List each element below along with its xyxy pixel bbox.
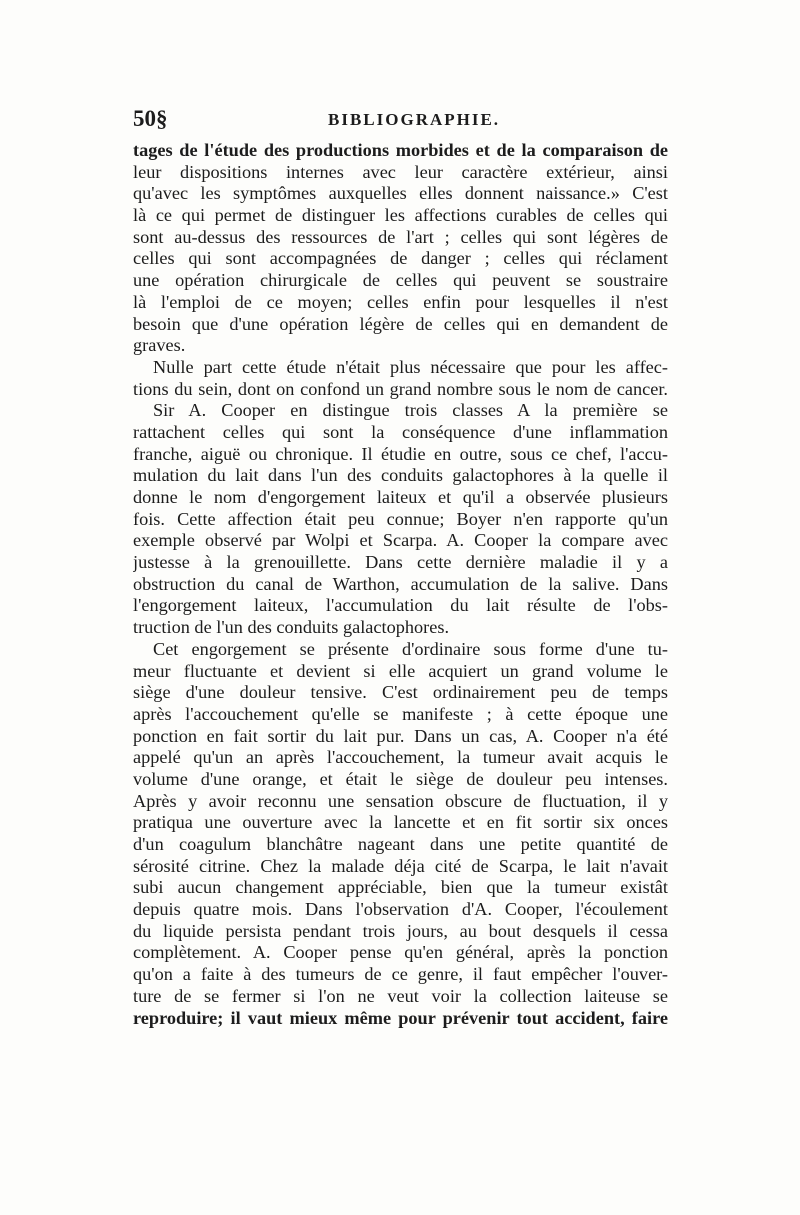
text-line: franche, aiguë ou chronique. Il étudie en outre, sous ce chef, l'accu-	[133, 443, 668, 464]
text-line: mulation du lait dans l'un des conduits galactophores à la quelle il	[133, 465, 668, 486]
text-line: appelé qu'un an après l'accouchement, la tumeur avait acquis le	[133, 747, 668, 768]
text-line: sérosité citrine. Chez la malade déja cité de Scarpa, le lait n'avait	[133, 855, 668, 876]
text-line: reproduire; il vaut mieux même pour prévenir tout accident, faire	[133, 1007, 668, 1028]
text-line: meur fluctuante et devient si elle acquiert un grand volume le	[133, 660, 668, 681]
text-line: une opération chirurgicale de celles qui peuvent se soustraire	[133, 270, 668, 291]
body-text	[133, 140, 668, 1029]
text-line: après l'accouchement qu'elle se manifeste ; à cette époque une	[133, 703, 668, 724]
text-line: graves.	[133, 335, 186, 356]
text-line: besoin que d'une opération légère de celles qui en demandent de	[133, 313, 668, 334]
text-line: Nulle part cette étude n'était plus nécessaire que pour les affec-	[153, 356, 668, 377]
text-line: ponction en fait sortir du lait pur. Dans un cas, A. Cooper n'a été	[133, 725, 668, 746]
text-line: l'engorgement laiteux, l'accumulation du lait résulte de l'obs-	[133, 595, 668, 616]
text-line: exemple observé par Wolpi et Scarpa. A. Cooper la compare avec	[133, 530, 668, 551]
page-header	[133, 106, 668, 136]
text-line: qu'on a faite à des tumeurs de ce genre, il faut empêcher l'ouver-	[133, 964, 668, 985]
text-line: celles qui sont accompagnées de danger ; celles qui réclament	[133, 248, 668, 269]
text-line: d'un coagulum blanchâtre nageant dans une petite quantité de	[133, 834, 668, 854]
text-line: tages de l'étude des productions morbides et de la comparaison de	[133, 140, 668, 160]
text-line: sont au-dessus des ressources de l'art ; celles qui sont légères de	[133, 226, 668, 247]
text-line: là ce qui permet de distinguer les affections curables de celles qui	[133, 205, 668, 226]
text-line: leur dispositions internes avec leur caractère extérieur, ainsi	[133, 161, 668, 182]
text-line: ture de se fermer si l'on ne veut voir la collection laiteuse se	[133, 985, 668, 1006]
text-line: justesse à la grenouillette. Dans cette dernière maladie il y a	[133, 552, 668, 573]
page-number: 50§	[133, 106, 168, 131]
text-line: du liquide persista pendant trois jours, au bout desquels il cessa	[133, 920, 668, 941]
text-line: fois. Cette affection était peu connue; Boyer n'en rapporte qu'un	[133, 508, 668, 529]
text-line: Cet engorgement se présente d'ordinaire sous forme d'une tu-	[153, 638, 668, 659]
text-line: complètement. A. Cooper pense qu'en général, après la ponction	[133, 942, 668, 963]
text-line: Après y avoir reconnu une sensation obscure de fluctuation, il y	[133, 790, 668, 811]
text-line: Sir A. Cooper en distingue trois classes A la première se	[153, 400, 668, 421]
text-line: là l'emploi de ce moyen; celles enfin pour lesquelles il n'est	[133, 291, 668, 312]
text-line: tions du sein, dont on confond un grand nombre sous le nom de cancer.	[133, 378, 668, 399]
text-line: volume d'une orange, et était le siège de douleur peu intenses.	[133, 768, 668, 789]
text-line: donne le nom d'engorgement laiteux et qu'il a observée plusieurs	[133, 487, 668, 507]
text-line: subi aucun changement appréciable, bien que la tumeur existât	[133, 877, 668, 898]
text-line: depuis quatre mois. Dans l'observation d'A. Cooper, l'écoulement	[133, 899, 668, 920]
text-line: pratiqua une ouverture avec la lancette et en fit sortir six onces	[133, 812, 668, 833]
running-head: BIBLIOGRAPHIE.	[328, 110, 501, 129]
text-line: siège d'une douleur tensive. C'est ordinairement peu de temps	[133, 682, 668, 703]
text-line: rattachent celles qui sont la conséquence d'une inflammation	[133, 421, 668, 442]
text-line: truction de l'un des conduits galactophores.	[133, 617, 450, 638]
text-line: obstruction du canal de Warthon, accumulation de la salive. Dans	[133, 573, 668, 594]
text-line: qu'avec les symptômes auxquelles elles donnent naissance.» C'est	[133, 183, 668, 204]
